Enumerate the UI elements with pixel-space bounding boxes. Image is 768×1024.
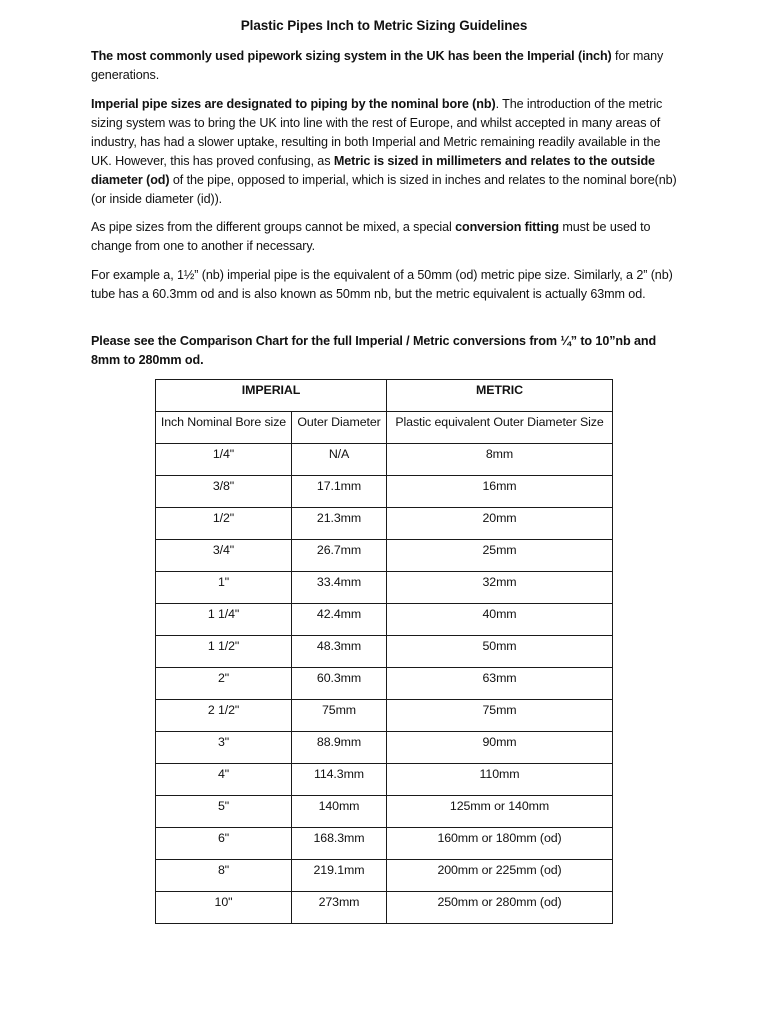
- cell-nominal-bore: 1/4": [156, 444, 292, 476]
- cell-plastic-od: 110mm: [387, 764, 613, 796]
- cell-outer-diameter: 42.4mm: [292, 604, 387, 636]
- cell-plastic-od: 25mm: [387, 540, 613, 572]
- cell-nominal-bore: 2 1/2": [156, 700, 292, 732]
- table-row: [156, 860, 613, 892]
- chart-ref-bold-c: for the full: [288, 334, 356, 348]
- intro-bold: The most commonly used pipework sizing system in the UK has been the: [91, 49, 528, 63]
- table-row: [156, 892, 613, 924]
- table-row: [156, 476, 613, 508]
- nominal-bore-bold: Imperial pipe sizes are designated to piping by the nominal bore (nb): [91, 97, 496, 111]
- table-row: [156, 636, 613, 668]
- paragraph-intro: [91, 47, 681, 85]
- cell-plastic-od: 32mm: [387, 572, 613, 604]
- conversion-tail: must be used to change from one to another if necessary.: [91, 220, 651, 253]
- column-header-plastic-od: Plastic equivalent Outer Diameter Size: [387, 412, 613, 444]
- cell-outer-diameter: 219.1mm: [292, 860, 387, 892]
- comparison-table: [155, 379, 613, 924]
- table-group-header-row: [156, 380, 613, 412]
- table-row: [156, 796, 613, 828]
- paragraph-conversion: [91, 218, 681, 256]
- cell-plastic-od: 75mm: [387, 700, 613, 732]
- conversion-text: As pipe sizes from the different groups cannot be mixed, a special: [91, 220, 456, 234]
- cell-nominal-bore: 5": [156, 796, 292, 828]
- cell-outer-diameter: 60.3mm: [292, 668, 387, 700]
- table-row: [156, 508, 613, 540]
- cell-nominal-bore: 2": [156, 668, 292, 700]
- table-row: [156, 444, 613, 476]
- cell-plastic-od: 40mm: [387, 604, 613, 636]
- cell-nominal-bore: 3/4": [156, 540, 292, 572]
- chart-ref-bold-a: Please see the: [91, 334, 180, 348]
- chart-ref-bold-e: conversions from ¼” to 10”nb and 8mm to 280mm od.: [91, 334, 657, 367]
- cell-nominal-bore: 10": [156, 892, 292, 924]
- page-title: Plastic Pipes Inch to Metric Sizing Guidelines: [240, 18, 528, 33]
- cell-outer-diameter: 168.3mm: [292, 828, 387, 860]
- cell-outer-diameter: 17.1mm: [292, 476, 387, 508]
- cell-nominal-bore: 1 1/4": [156, 604, 292, 636]
- cell-plastic-od: 16mm: [387, 476, 613, 508]
- cell-outer-diameter: 114.3mm: [292, 764, 387, 796]
- intro-tail: for many generations.: [91, 49, 664, 82]
- cell-outer-diameter: N/A: [292, 444, 387, 476]
- table-row: [156, 764, 613, 796]
- table-row: [156, 732, 613, 764]
- comparison-chart-bold: Comparison Chart: [179, 334, 289, 348]
- cell-outer-diameter: 140mm: [292, 796, 387, 828]
- cell-nominal-bore: 3": [156, 732, 292, 764]
- cell-nominal-bore: 8": [156, 860, 292, 892]
- cell-nominal-bore: 1": [156, 572, 292, 604]
- paragraph-nominal-bore: [91, 95, 681, 209]
- cell-nominal-bore: 4": [156, 764, 292, 796]
- cell-plastic-od: 125mm or 140mm: [387, 796, 613, 828]
- nominal-bore-text: . The introduction of the metric sizing system was to bring the UK into line with the rest of Europe, and whilst accepted in many areas of industry, has had a slower uptake, resulting in both Imperial and Metric remaining readily available in the UK. However, this has proved confusing, as: [91, 97, 663, 168]
- cell-outer-diameter: 88.9mm: [292, 732, 387, 764]
- cell-nominal-bore: 6": [156, 828, 292, 860]
- cell-nominal-bore: 1/2": [156, 508, 292, 540]
- table-row: [156, 540, 613, 572]
- table-row: [156, 668, 613, 700]
- cell-plastic-od: 250mm or 280mm (od): [387, 892, 613, 924]
- table-row: [156, 700, 613, 732]
- imperial-metric-bold: Imperial / Metric: [355, 334, 450, 348]
- cell-nominal-bore: 3/8": [156, 476, 292, 508]
- cell-plastic-od: 200mm or 225mm (od): [387, 860, 613, 892]
- column-header-outer-diameter: Outer Diameter: [292, 412, 387, 444]
- cell-outer-diameter: 26.7mm: [292, 540, 387, 572]
- cell-outer-diameter: 21.3mm: [292, 508, 387, 540]
- table-row: [156, 572, 613, 604]
- cell-outer-diameter: 33.4mm: [292, 572, 387, 604]
- table-row: [156, 604, 613, 636]
- paragraph-chart-reference: [91, 332, 681, 370]
- paragraph-example: For example a, 1½” (nb) imperial pipe is the equivalent of a 50mm (od) metric pipe size. Similarly, a 2” (nb) tube has a 60.3mm od and is also known as 50mm nb, but the metric equivalent is actually 63mm od.: [91, 268, 673, 301]
- cell-nominal-bore: 1 1/2": [156, 636, 292, 668]
- cell-plastic-od: 8mm: [387, 444, 613, 476]
- cell-plastic-od: 90mm: [387, 732, 613, 764]
- group-header-imperial: IMPERIAL: [156, 380, 387, 412]
- metric-od-bold: Metric is sized in millimeters and relates to the outside diameter (od): [91, 154, 655, 187]
- intro-bold-imperial: Imperial (inch): [527, 49, 612, 63]
- cell-plastic-od: 160mm or 180mm (od): [387, 828, 613, 860]
- table-column-header-row: [156, 412, 613, 444]
- cell-plastic-od: 50mm: [387, 636, 613, 668]
- conversion-fitting-bold: conversion fitting: [455, 220, 559, 234]
- table-row: [156, 828, 613, 860]
- cell-plastic-od: 63mm: [387, 668, 613, 700]
- nominal-bore-tail: of the pipe, opposed to imperial, which is sized in inches and relates to the nominal bore(nb) (or inside diameter (id)).: [91, 173, 677, 206]
- cell-outer-diameter: 75mm: [292, 700, 387, 732]
- cell-outer-diameter: 48.3mm: [292, 636, 387, 668]
- cell-outer-diameter: 273mm: [292, 892, 387, 924]
- group-header-metric: METRIC: [387, 380, 613, 412]
- cell-plastic-od: 20mm: [387, 508, 613, 540]
- column-header-nominal-bore: Inch Nominal Bore size: [156, 412, 292, 444]
